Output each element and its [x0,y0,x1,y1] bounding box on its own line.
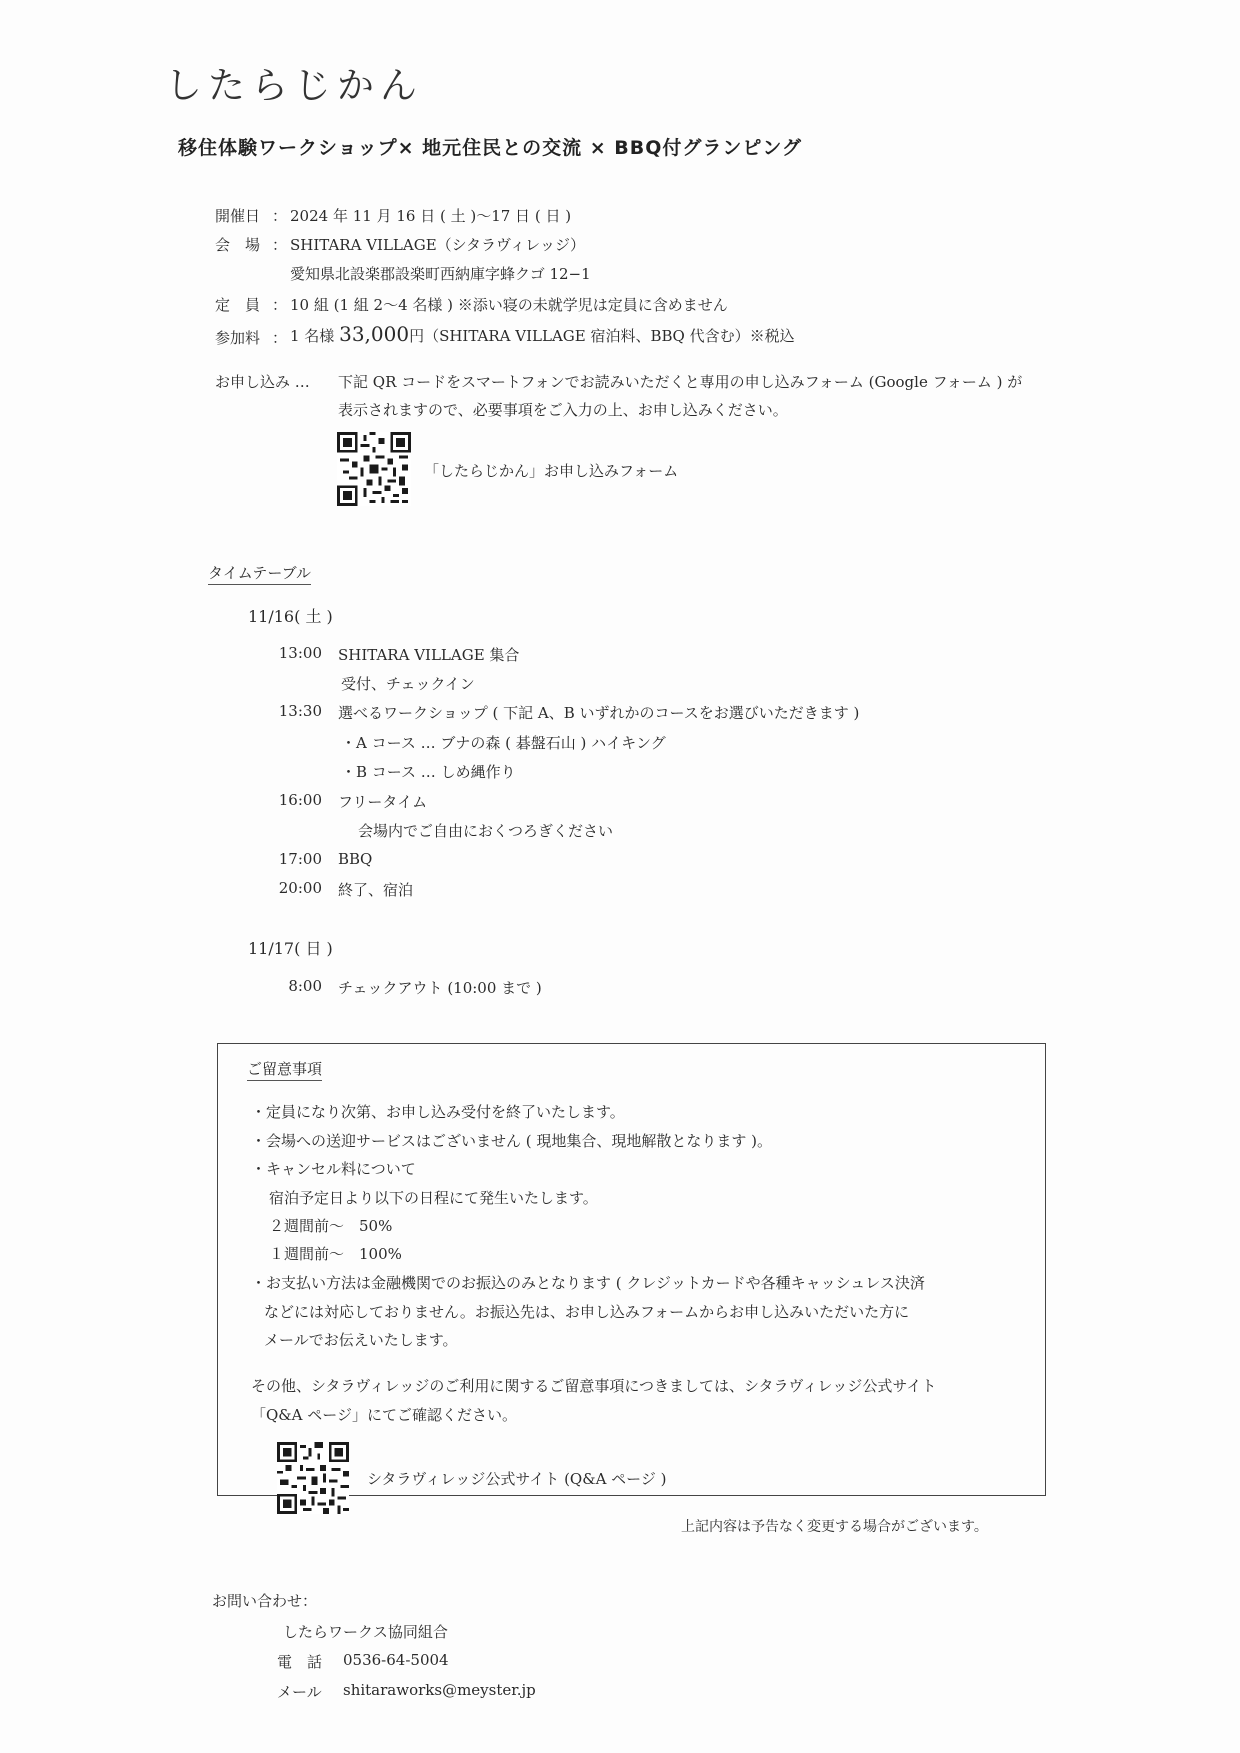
fee-amount: 33,000 [339,322,410,346]
notice-line: ２週間前～ 50% [269,1217,393,1235]
schedule-sub: ・B コース … しめ縄作り [341,763,516,781]
capacity-label: 定 員 [215,296,261,314]
apply-form-qr-code[interactable] [337,432,411,506]
notice-line: ・会場への送迎サービスはございません ( 現地集合、現地解散となります )。 [251,1132,773,1150]
time-1300: 13:00 [278,644,322,662]
notice-line: 宿泊予定日より以下の日程にて発生いたします。 [269,1189,598,1207]
schedule-sub: 受付、チェックイン [341,675,475,693]
apply-line-2: 表示されますので、必要事項をご入力の上、お申し込みください。 [338,401,788,419]
qa-page-qr-code[interactable] [277,1442,349,1514]
notice-line: ・お支払い方法は金融機関でのお振込のみとなります ( クレジットカードや各種キャッシュレス決済 [251,1274,925,1292]
schedule-item: SHITARA VILLAGE 集合 [338,646,520,664]
colon: ： [272,296,288,314]
venue-label: 会 場 [215,236,261,254]
capacity-value: 10 組 (1 組 2～4 名様 ) ※添い寝の未就学児は定員に含めません [290,296,728,314]
notice-line: １週間前～ 100% [269,1245,402,1263]
change-notice: 上記内容は予告なく変更する場合がございます。 [681,1519,988,1535]
contact-org: したらワークス協同組合 [283,1623,448,1641]
time-1600: 16:00 [278,791,322,809]
schedule-sub: ・A コース … ブナの森 ( 碁盤石山 ) ハイキング [341,734,666,752]
schedule-item: チェックアウト (10:00 まで ) [338,979,542,997]
notice-title: ご留意事項 [247,1058,322,1081]
notice-other-2: 「Q&A ページ」にてご確認ください。 [251,1406,517,1424]
apply-qr-caption: 「したらじかん」お申し込みフォーム [424,462,679,480]
colon: ： [272,329,288,347]
schedule-item: BBQ [338,850,373,868]
fee-line [290,322,795,346]
tel-label: 電 話 [277,1653,323,1671]
tel-number[interactable]: 0536-64-5004 [343,1651,449,1669]
notice-line: ・キャンセル料について [251,1160,416,1178]
fee-prefix: 1 名様 [290,327,335,345]
date-label: 開催日 [215,207,261,225]
mail-label: メール [277,1683,322,1701]
schedule-sub: 会場内でご自由におくつろぎください [358,822,614,840]
notice-line: ・定員になり次第、お申し込み受付を終了いたします。 [251,1103,625,1121]
timetable-heading: タイムテーブル [208,562,311,585]
date-value: 2024 年 11 月 16 日 ( 土 )～17 日 ( 日 ) [290,207,572,225]
notice-line: メールでお伝えいたします。 [264,1331,458,1349]
contact-label: お問い合わせ： [212,1592,318,1610]
colon: ： [272,236,288,254]
qa-qr-caption: シタラヴィレッジ公式サイト (Q&A ページ ) [367,1470,667,1488]
day2-label: 11/17( 日 ) [248,939,333,958]
venue-address: 愛知県北設楽郡設楽町西納庫字蜂クゴ 12−1 [290,265,591,283]
day1-label: 11/16( 土 ) [248,607,333,626]
time-2000: 20:00 [278,879,322,897]
schedule-item: 選べるワークショップ ( 下記 A、B いずれかのコースをお選びいただきます ) [338,704,860,722]
fee-suffix: 円（SHITARA VILLAGE 宿泊料、BBQ 代含む）※税込 [409,327,795,345]
colon: ： [272,207,288,225]
notice-other-1: その他、シタラヴィレッジのご利用に関するご留意事項につきましては、シタラヴィレッジ公式サイト [251,1377,937,1395]
time-1330: 13:30 [278,702,322,720]
time-0800: 8:00 [288,977,322,995]
schedule-item: フリータイム [338,793,428,811]
mail-address[interactable]: shitaraworks@meyster.jp [343,1681,536,1699]
notice-box [217,1043,1046,1496]
time-1700: 17:00 [278,850,322,868]
fee-label: 参加料 [215,329,261,347]
apply-label: お申し込み … [215,373,310,391]
event-subtitle: 移住体験ワークショップ× 地元住民との交流 × BBQ付グランピング [178,137,803,159]
notice-line: などには対応しておりません。お振込先は、お申し込みフォームからお申し込みいただいた方に [264,1303,910,1321]
brand-title: したらじかん [165,64,423,107]
apply-line-1: 下記 QR コードをスマートフォンでお読みいただくと専用の申し込みフォーム (Google フォーム ) が [338,373,1023,391]
venue-name: SHITARA VILLAGE（シタラヴィレッジ） [290,236,585,254]
schedule-item: 終了、宿泊 [338,881,414,899]
